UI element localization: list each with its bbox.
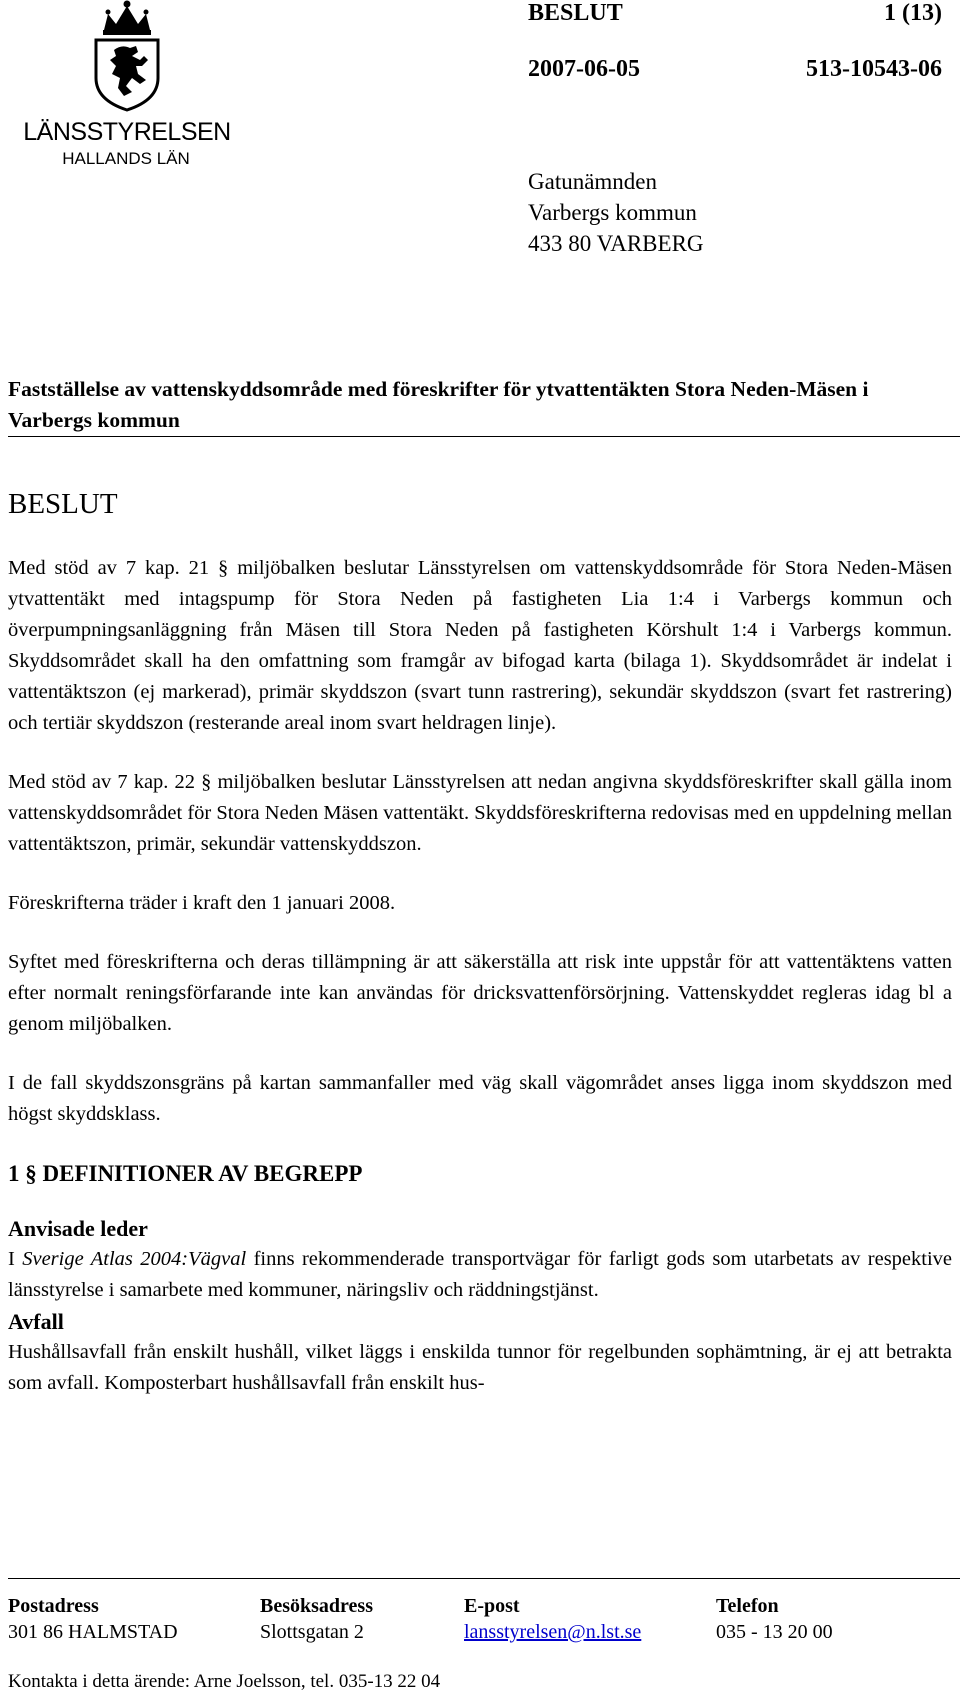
recipient-address bbox=[528, 166, 704, 259]
subject-divider bbox=[8, 436, 960, 437]
paragraph: Föreskrifterna träder i kraft den 1 januari 2008. bbox=[8, 892, 396, 914]
definition-text-part: finns rekommenderade transportvägar för farligt gods som utarbetats av respektive länsstyrelse i samarbete med kommuner, näringsliv och räddningstjänst. bbox=[8, 1248, 953, 1301]
footer-divider bbox=[8, 1578, 960, 1579]
paragraph: Med stöd av 7 kap. 22 § miljöbalken beslutar Länsstyrelsen att nedan angivna skyddsföreskrifter skall gälla inom vattenskyddsområdet för Stora Neden Mäsen vattentäkt. Skyddsföreskrifterna redovisas med en uppdelning mellan vattentäktszon, primär, sekundär vattenskyddszon. bbox=[8, 771, 952, 855]
definition-term: Anvisade leder bbox=[8, 1216, 148, 1241]
footer-email bbox=[464, 1595, 641, 1644]
recipient-line: 433 80 VARBERG bbox=[528, 231, 704, 256]
footer-postal bbox=[8, 1595, 178, 1644]
subject-line: Fastställelse av vattenskyddsområde med föreskrifter för ytvattentäkten Stora Neden-Mäsen i Varbergs kommun bbox=[8, 377, 869, 432]
contact-line: Kontakta i detta ärende: Arne Joelsson, tel. 035-13 22 04 bbox=[8, 1671, 441, 1692]
paragraph: Med stöd av 7 kap. 21 § miljöbalken beslutar Länsstyrelsen om vattenskyddsområde för Stora Neden-Mäsen ytvattentäkt med intagspump för Stora Neden på fastigheten Lia 1:4 i Varbergs kommun och överpumpningsanläggning från Mäsen till Stora Neden på fastigheten Körshult 1:4 i Varbergs kommun. Skyddsområdet skall ha den omfattning som framgår av bifogad karta (bilaga 1). Skyddsområdet är indelat i vattentäktszon (ej markerad), primär skyddszon (svart tunn rastrering), sekundär skyddszon (svart fet rastrering) och tertiär skyddszon (resterande areal inom svart heldragen linje). bbox=[8, 557, 952, 734]
footer-label: Telefon bbox=[716, 1595, 779, 1617]
footer-value: Slottsgatan 2 bbox=[260, 1621, 364, 1643]
doc-date: 2007-06-05 bbox=[528, 56, 640, 82]
footer-value: 035 - 13 20 00 bbox=[716, 1621, 833, 1643]
lansstyrelsen-logo bbox=[12, 0, 242, 175]
email-link[interactable]: lansstyrelsen@n.lst.se bbox=[464, 1621, 642, 1643]
footer-label: E-post bbox=[464, 1595, 520, 1617]
decision-heading: BESLUT bbox=[8, 488, 118, 520]
doc-type: BESLUT bbox=[528, 0, 623, 26]
document-body bbox=[8, 553, 952, 1399]
footer-visit bbox=[260, 1595, 373, 1644]
crown-lion-shield-icon bbox=[92, 0, 162, 112]
publication-title: Sverige Atlas 2004:Vägval bbox=[22, 1248, 247, 1270]
paragraph: Syftet med föreskrifterna och deras tillämpning är att säkerställa att risk inte uppstår för att vattentäktens vatten efter normalt reningsförfarande inte kan användas för dricksvattenförsörjning. Vattenskyddet regleras idag bl a genom miljöbalken. bbox=[8, 951, 952, 1035]
recipient-line: Varbergs kommun bbox=[528, 200, 697, 225]
recipient-line: Gatunämnden bbox=[528, 169, 658, 194]
section-heading: 1 § DEFINITIONER AV BEGREPP bbox=[8, 1161, 363, 1186]
footer-label: Postadress bbox=[8, 1595, 99, 1617]
footer-label: Besöksadress bbox=[260, 1595, 373, 1617]
definition-text-part: I bbox=[8, 1248, 23, 1270]
case-number: 513-10543-06 bbox=[806, 56, 942, 82]
definition-term: Avfall bbox=[8, 1309, 64, 1334]
footer-phone bbox=[716, 1595, 833, 1644]
paragraph: I de fall skyddszonsgräns på kartan sammanfaller med väg skall vägområdet anses ligga inom skyddszon med högst skyddsklass. bbox=[8, 1072, 952, 1125]
footer-value: 301 86 HALMSTAD bbox=[8, 1621, 178, 1643]
definition-text: Hushållsavfall från enskilt hushåll, vilket läggs i enskilda tunnor för regelbunden sophämtning, är ej att betrakta som avfall. Komposterbart hushållsavfall från enskilt hus- bbox=[8, 1341, 952, 1394]
page-number: 1 (13) bbox=[884, 0, 942, 26]
definition-text bbox=[8, 1244, 952, 1306]
logo-wordmark: LÄNSSTYRELSEN bbox=[23, 118, 231, 146]
logo-subtitle: HALLANDS LÄN bbox=[62, 149, 190, 168]
